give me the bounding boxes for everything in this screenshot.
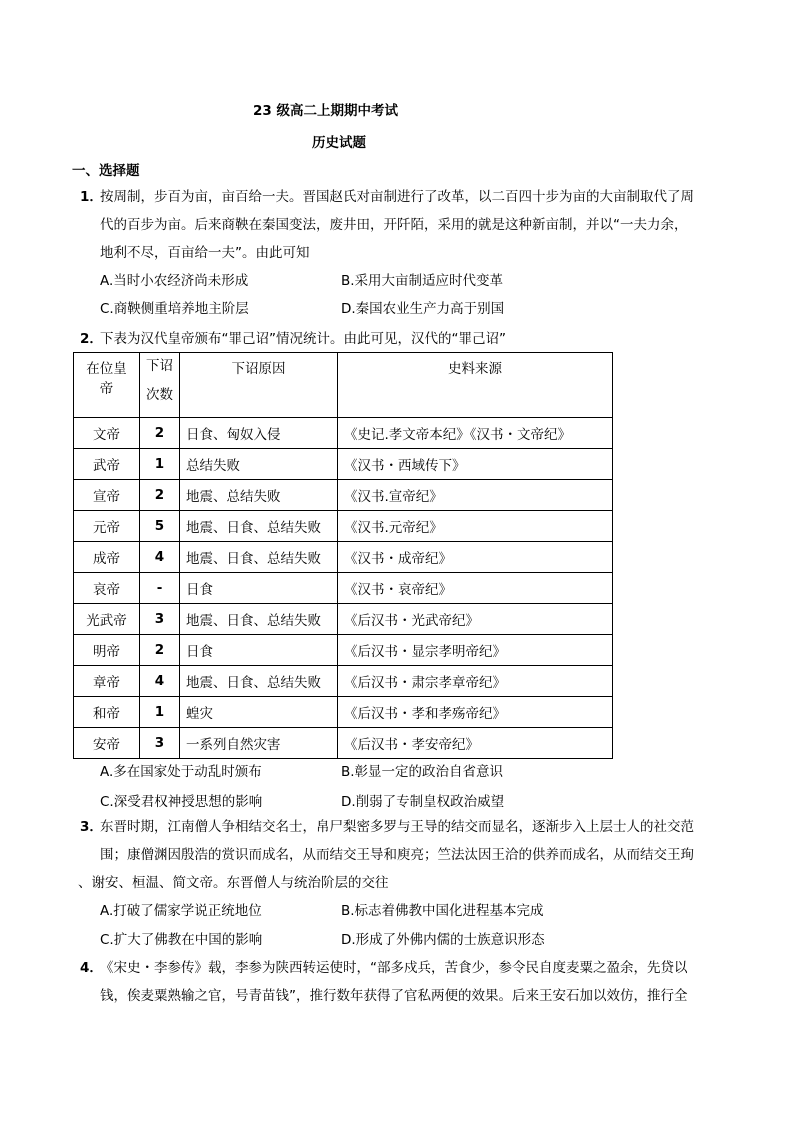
emperor-cell: 和帝 (74, 697, 140, 728)
table-row (74, 542, 613, 573)
table-row (74, 697, 613, 728)
source-cell: 《汉书.宣帝纪》 (338, 480, 613, 511)
question-number: 4． (80, 960, 103, 976)
question-text-line: 下表为汉代皇帝颁布“罪己诏”情况统计。由此可见，汉代的“罪己诏” (100, 331, 506, 347)
emperor-cell: 哀帝 (74, 573, 140, 604)
emperor-cell: 光武帝 (74, 604, 140, 635)
count-cell: 5 (140, 511, 180, 542)
reason-cell: 一系列自然灾害 (180, 728, 338, 759)
count-cell: 4 (140, 542, 180, 573)
option-d[interactable]: D.形成了外佛内儒的士族意识形态 (341, 932, 545, 948)
table-row (74, 573, 613, 604)
emperor-cell: 武帝 (74, 449, 140, 480)
source-cell: 《史记.孝文帝本纪》《汉书・文帝纪》 (338, 418, 613, 449)
table-row (74, 480, 613, 511)
source-cell: 《汉书.元帝纪》 (338, 511, 613, 542)
count-cell: 2 (140, 635, 180, 666)
emperor-cell: 宣帝 (74, 480, 140, 511)
column-header-line: 下诏 (146, 358, 173, 374)
option-c[interactable]: C.深受君权神授思想的影响 (100, 794, 263, 810)
emperor-cell: 成帝 (74, 542, 140, 573)
column-header: 史料来源 (338, 353, 613, 418)
option-a[interactable]: A.多在国家处于动乱时颁布 (100, 764, 262, 780)
emperor-cell: 文帝 (74, 418, 140, 449)
option-d[interactable]: D.秦国农业生产力高于别国 (341, 301, 505, 317)
reason-cell: 日食、匈奴入侵 (180, 418, 338, 449)
column-header: 下诏原因 (180, 353, 338, 418)
count-cell: 4 (140, 666, 180, 697)
table-row (74, 728, 613, 759)
source-cell: 《汉书・哀帝纪》 (338, 573, 613, 604)
source-cell: 《汉书・成帝纪》 (338, 542, 613, 573)
question-number: 2． (80, 331, 103, 347)
question-text-line: 围；康僧渊因殷浩的赏识而成名，从而结交王导和庾亮；竺法汰因王洽的供养而成名，从而结交王珣 (100, 847, 694, 863)
reason-cell: 地震、日食、总结失败 (180, 604, 338, 635)
section-heading: 一、选择题 (72, 163, 140, 179)
count-cell: 2 (140, 480, 180, 511)
count-cell: 3 (140, 728, 180, 759)
table-header-row (74, 353, 613, 418)
column-header (140, 353, 180, 418)
question-text-line: 东晋时期，江南僧人争相结交名士，帛尸梨密多罗与王导的结交而显名，逐渐步入上层士人的社交范 (100, 819, 694, 835)
reason-cell: 地震、日食、总结失败 (180, 511, 338, 542)
reason-cell: 地震、总结失败 (180, 480, 338, 511)
reason-cell: 总结失败 (180, 449, 338, 480)
option-a[interactable]: A.当时小农经济尚未形成 (100, 273, 249, 289)
option-d[interactable]: D.削弱了专制皇权政治威望 (341, 794, 505, 810)
source-cell: 《后汉书・肃宗孝章帝纪》 (338, 666, 613, 697)
option-b[interactable]: B.标志着佛教中国化进程基本完成 (341, 903, 544, 919)
source-cell: 《汉书・西域传下》 (338, 449, 613, 480)
question-text-line: 《宋史・李参传》载，李参为陕西转运使时，“部多戍兵，苦食少，参令民自度麦粟之盈余，先贷以 (100, 960, 688, 976)
edict-table (73, 352, 613, 759)
reason-cell: 地震、日食、总结失败 (180, 666, 338, 697)
question-text-line: 、谢安、桓温、简文帝。东晋僧人与统治阶层的交往 (78, 875, 389, 891)
count-cell: - (140, 573, 180, 604)
table-row (74, 666, 613, 697)
emperor-cell: 章帝 (74, 666, 140, 697)
question-text-line: 地利不尽，百亩给一夫”。由此可知 (100, 245, 310, 261)
question-text-line: 钱，俟麦粟熟输之官，号青苗钱”，推行数年获得了官私两便的效果。后来王安石加以效仿，推行全 (100, 988, 688, 1004)
reason-cell: 地震、日食、总结失败 (180, 542, 338, 573)
option-c[interactable]: C.扩大了佛教在中国的影响 (100, 932, 263, 948)
source-cell: 《后汉书・显宗孝明帝纪》 (338, 635, 613, 666)
table-row (74, 418, 613, 449)
subject-title: 历史试题 (312, 135, 366, 151)
option-a[interactable]: A.打破了儒家学说正统地位 (100, 903, 262, 919)
count-cell: 2 (140, 418, 180, 449)
source-cell: 《后汉书・光武帝纪》 (338, 604, 613, 635)
emperor-cell: 安帝 (74, 728, 140, 759)
reason-cell: 蝗灾 (180, 697, 338, 728)
source-cell: 《后汉书・孝安帝纪》 (338, 728, 613, 759)
column-header-line: 次数 (146, 387, 173, 403)
option-b[interactable]: B.采用大亩制适应时代变革 (341, 273, 504, 289)
count-cell: 1 (140, 449, 180, 480)
table-row (74, 635, 613, 666)
source-cell: 《后汉书・孝和孝殇帝纪》 (338, 697, 613, 728)
emperor-cell: 元帝 (74, 511, 140, 542)
question-text-line: 按周制，步百为亩，亩百给一夫。晋国赵氏对亩制进行了改革，以二百四十步为亩的大亩制取代了周 (100, 189, 694, 205)
column-header: 在位皇帝 (74, 353, 140, 418)
table-row (74, 604, 613, 635)
count-cell: 3 (140, 604, 180, 635)
exam-title: 23 级高二上期期中考试 (253, 103, 398, 119)
question-number: 3． (80, 819, 103, 835)
question-text-line: 代的百步为亩。后来商鞅在秦国变法，废井田，开阡陌，采用的就是这种新亩制，并以“一夫力余， (100, 217, 688, 233)
reason-cell: 日食 (180, 635, 338, 666)
reason-cell: 日食 (180, 573, 338, 604)
option-b[interactable]: B.彰显一定的政治自省意识 (341, 764, 504, 780)
count-cell: 1 (140, 697, 180, 728)
table-row (74, 511, 613, 542)
option-c[interactable]: C.商鞅侧重培养地主阶层 (100, 301, 249, 317)
question-number: 1． (80, 189, 103, 205)
emperor-cell: 明帝 (74, 635, 140, 666)
table-row (74, 449, 613, 480)
